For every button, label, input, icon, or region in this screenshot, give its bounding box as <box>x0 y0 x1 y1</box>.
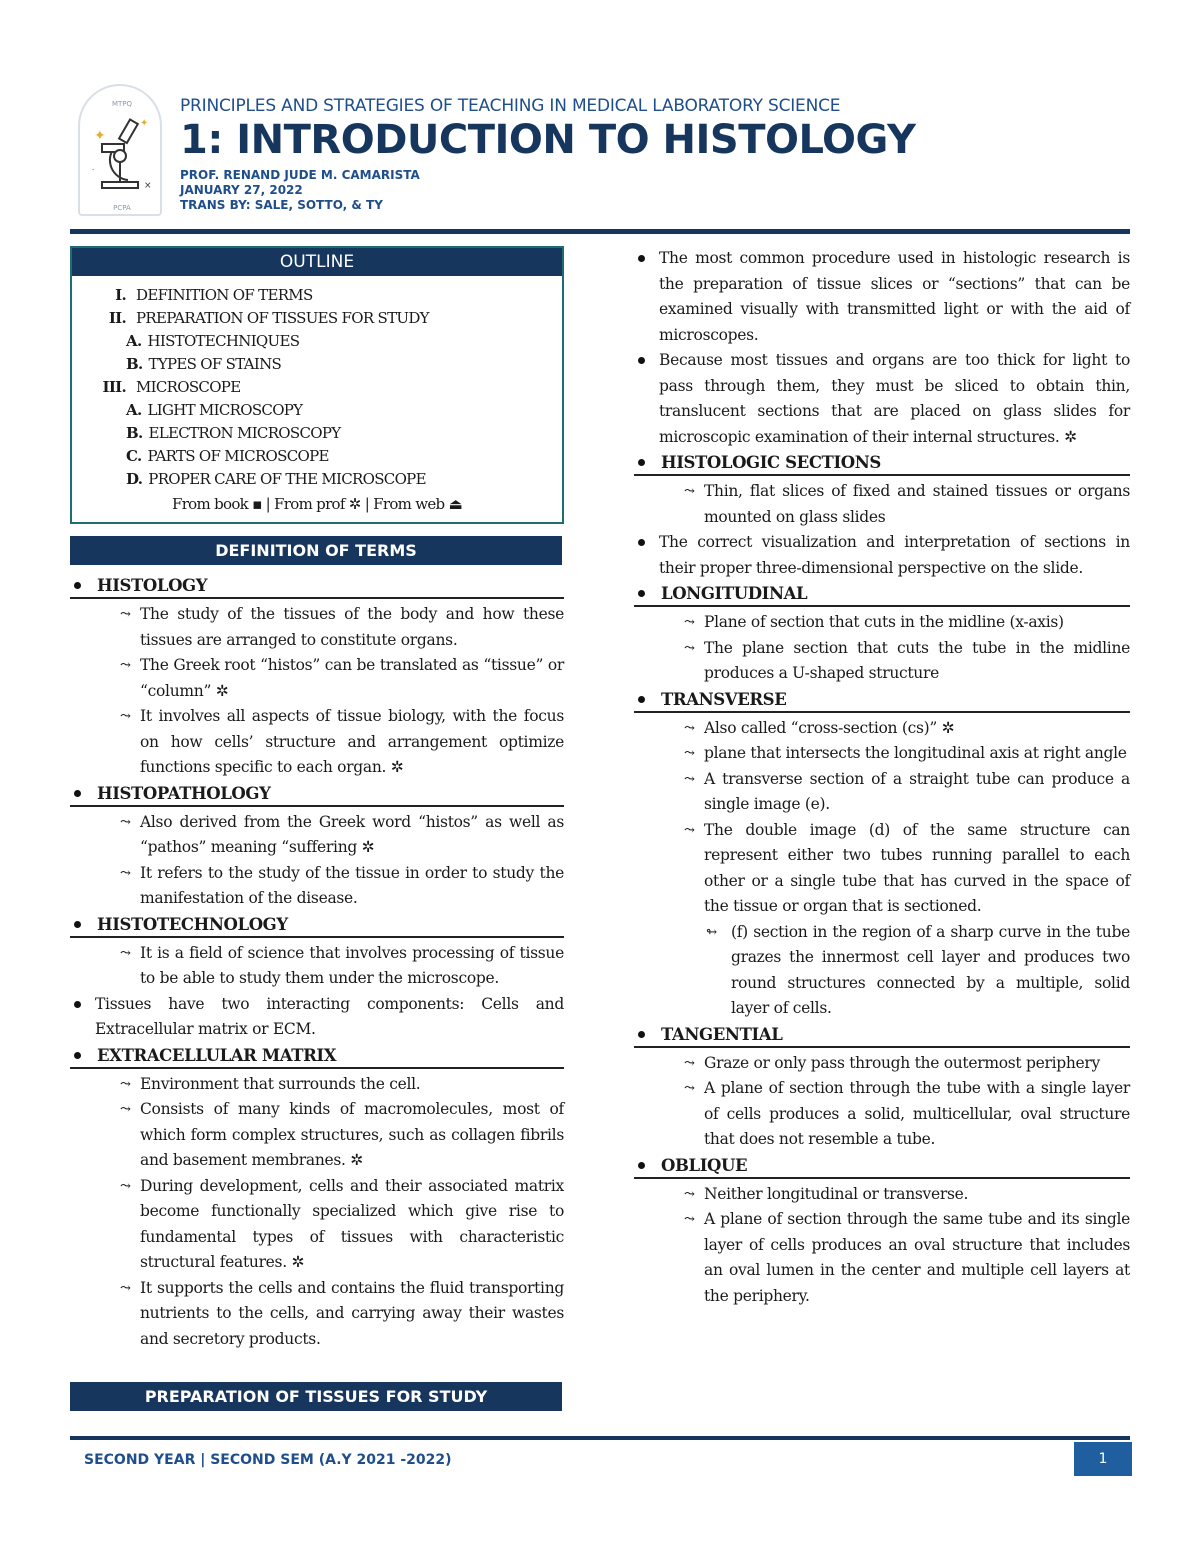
bullet-text: A plane of section through the tube with a single layer of cells produces a solid, multicellular, oval structure that does not resemble a tube. <box>704 1079 1130 1148</box>
outline-item-number: B. <box>126 424 143 442</box>
bullet-heading <box>70 573 564 599</box>
outline-item-label: PREPARATION OF TISSUES FOR STUDY <box>136 309 429 327</box>
bullet-icon <box>638 459 645 466</box>
section-heading-preparation: PREPARATION OF TISSUES FOR STUDY <box>70 1382 562 1411</box>
svg-text:✦: ✦ <box>94 128 106 144</box>
bullet-text: The study of the tissues of the body and how these tissues are arranged to constitute organs. <box>140 605 564 649</box>
bullet-text: The Greek root “histos” can be translated as “tissue” or “column” ✲ <box>140 656 564 700</box>
outline-item <box>82 376 552 399</box>
tilde-arrow-icon: ⤳ <box>684 771 695 787</box>
bullet-icon <box>74 1052 81 1059</box>
logo-bottom-text: PCPA <box>113 204 131 212</box>
outline-item-label: TYPES OF STAINS <box>148 355 282 373</box>
source-legend: From book ▪ | From prof ✲ | From web ⏏ <box>171 495 463 513</box>
tilde-arrow-icon: ⤳ <box>684 484 695 499</box>
footer-semester: SECOND YEAR | SECOND SEM (A.Y 2021 -2022) <box>84 1452 452 1468</box>
bullet-icon <box>638 357 645 364</box>
tilde-arrow-icon: ⤳ <box>120 1102 131 1117</box>
outline-box <box>70 246 564 524</box>
footer-divider <box>70 1436 1130 1440</box>
outline-title: OUTLINE <box>72 248 562 276</box>
section-heading-definition: DEFINITION OF TERMS <box>70 536 562 565</box>
bullet-text: Graze or only pass through the outermost periphery <box>704 1053 1100 1072</box>
bullet-icon <box>74 1001 81 1008</box>
bullet-heading <box>634 687 1130 713</box>
sub-bullet <box>634 818 1130 920</box>
bullet-heading <box>634 1022 1130 1048</box>
bullet-text: During development, cells and their associated matrix become functionally specialized which give rise to fundamental types of tissues with characteristic structural features. ✲ <box>140 1176 564 1271</box>
sub-bullet <box>70 1276 564 1353</box>
bullet-text: Also called “cross-section (cs)” ✲ <box>704 718 955 737</box>
tilde-arrow-icon: ⤳ <box>120 1280 131 1296</box>
tilde-arrow-icon: ⤳ <box>120 607 131 622</box>
sub-bullet <box>634 767 1130 818</box>
bullet-heading <box>634 450 1130 476</box>
logo-badge <box>78 84 162 216</box>
tilde-arrow-icon: ⤳ <box>684 1055 695 1071</box>
tilde-arrow-icon: ⤳ <box>120 1178 131 1194</box>
outline-item <box>82 284 552 307</box>
bullet-icon <box>638 1031 645 1038</box>
bullet-paragraph <box>634 348 1130 450</box>
bullet-text: The most common procedure used in histologic research is the preparation of tissue slices or “sections” that can be examined visually with transmitted light or with the aid of microscopes. <box>659 249 1130 344</box>
bullet-heading <box>634 1153 1130 1179</box>
outline-item-number: II. <box>108 309 126 327</box>
outline-item <box>82 399 552 422</box>
left-column <box>70 246 564 1411</box>
outline-item-number: D. <box>126 470 143 488</box>
bullet-heading <box>634 581 1130 607</box>
outline-item-number: A. <box>126 332 142 350</box>
sub-bullet <box>634 1182 1130 1208</box>
tilde-arrow-icon: ⤳ <box>684 615 695 630</box>
sub-bullet <box>634 1051 1130 1077</box>
curl-arrow-icon: ↬ <box>706 924 717 940</box>
tilde-arrow-icon: ⤳ <box>120 709 131 724</box>
bullet-heading <box>70 912 564 938</box>
outline-item <box>82 353 552 376</box>
page-title: 1: INTRODUCTION TO HISTOLOGY <box>180 117 916 163</box>
tilde-arrow-icon: ⤳ <box>684 720 695 736</box>
logo-top-text: MTPQ <box>111 100 133 108</box>
bullet-text: HISTOTECHNOLOGY <box>97 914 288 934</box>
sub-bullet <box>70 602 564 653</box>
outline-item-label: MICROSCOPE <box>136 378 241 396</box>
tilde-arrow-icon: ⤳ <box>684 1081 695 1096</box>
sub-bullet <box>70 653 564 704</box>
bullet-text: EXTRACELLULAR MATRIX <box>97 1045 337 1065</box>
sub-bullet <box>634 1207 1130 1309</box>
bullet-icon <box>638 696 645 703</box>
outline-item-number: A. <box>126 401 142 419</box>
bullet-text: Consists of many kinds of macromolecules, most of which form complex structures, such as collagen fibrils and basement membranes. ✲ <box>140 1100 564 1169</box>
bullet-text: Neither longitudinal or transverse. <box>704 1184 969 1203</box>
tilde-arrow-icon: ⤳ <box>120 945 131 961</box>
transcribers: TRANS BY: SALE, SOTTO, & TY <box>180 198 383 212</box>
sub-bullet <box>634 741 1130 767</box>
bullet-text: It involves all aspects of tissue biology, with the focus on how cells’ structure and arrangement optimize functions specific to each organ. ✲ <box>140 707 564 776</box>
outline-item <box>82 422 552 445</box>
outline-item-number: I. <box>115 286 126 304</box>
bullet-paragraph <box>70 992 564 1043</box>
definition-content <box>70 573 564 1352</box>
svg-text:✦: ✦ <box>140 118 149 129</box>
sub-bullet <box>70 1097 564 1174</box>
outline-item <box>82 445 552 468</box>
bullet-text: HISTOLOGIC SECTIONS <box>661 453 881 472</box>
sections-content <box>634 246 1130 1309</box>
outline-item-label: LIGHT MICROSCOPY <box>147 401 303 419</box>
sub-bullet <box>70 941 564 992</box>
bullet-text: Environment that surrounds the cell. <box>140 1074 421 1093</box>
bullet-text: Also derived from the Greek word “histos” as well as “pathos” meaning “suffering ✲ <box>140 812 564 856</box>
tilde-arrow-icon: ⤳ <box>684 1212 695 1227</box>
bullet-text: The double image (d) of the same structure can represent either two tubes running parallel to each other or a single tube that has curved in the space of the tissue or organ that is sectioned. <box>704 820 1130 915</box>
lecture-date: JANUARY 27, 2022 <box>180 183 303 197</box>
outline-item-label: PROPER CARE OF THE MICROSCOPE <box>148 470 426 488</box>
bullet-text: It refers to the study of the tissue in order to study the manifestation of the disease. <box>140 863 564 907</box>
outline-item <box>82 468 552 491</box>
svg-text:×: × <box>144 181 152 191</box>
bullet-text: TRANSVERSE <box>661 689 787 709</box>
bullet-heading <box>70 781 564 807</box>
outline-item-number: B. <box>126 355 143 373</box>
outline-item-label: DEFINITION OF TERMS <box>136 286 313 304</box>
sub-bullet <box>70 810 564 861</box>
sub-bullet <box>70 1174 564 1276</box>
professor-name: PROF. RENAND JUDE M. CAMARISTA <box>180 168 420 182</box>
sub-bullet <box>634 1076 1130 1153</box>
bullet-paragraph <box>634 530 1130 581</box>
bullet-heading <box>70 1043 564 1069</box>
outline-item-number: C. <box>126 447 142 465</box>
course-subject: PRINCIPLES AND STRATEGIES OF TEACHING IN MEDICAL LABORATORY SCIENCE <box>180 96 841 116</box>
bullet-icon <box>638 590 645 597</box>
page-number: 1 <box>1074 1442 1132 1476</box>
bullet-text: Tissues have two interacting components: Cells and Extracellular matrix or ECM. <box>95 994 564 1038</box>
bullet-text: (f) section in the region of a sharp curve in the tube grazes the innermost cell layer and produces two round structures connected by a multiple, solid layer of cells. <box>731 922 1130 1017</box>
bullet-text: HISTOPATHOLOGY <box>97 783 271 803</box>
bullet-text: A plane of section through the same tube and its single layer of cells produces an oval structure that includes an oval lumen in the center and multiple cell layers at the periphery. <box>704 1210 1130 1305</box>
tilde-arrow-icon: ⤳ <box>120 865 131 881</box>
tilde-arrow-icon: ⤳ <box>684 822 695 838</box>
bullet-text: LONGITUDINAL <box>661 584 808 603</box>
tilde-arrow-icon: ⤳ <box>684 640 695 656</box>
bullet-paragraph <box>634 246 1130 348</box>
bullet-text: HISTOLOGY <box>97 576 208 595</box>
bullet-text: A transverse section of a straight tube can produce a single image (e). <box>704 769 1130 813</box>
sub-bullet <box>70 1072 564 1098</box>
microscope-icon <box>80 86 164 218</box>
header-divider <box>70 229 1130 234</box>
tilde-arrow-icon: ⤳ <box>684 746 695 761</box>
bullet-text: Because most tissues and organs are too thick for light to pass through them, they must be sliced to obtain thin, translucent sections that are placed on glass slides for microscopic examination of their internal structures. ✲ <box>659 351 1130 446</box>
tilde-arrow-icon: ⤳ <box>120 658 131 673</box>
sub-sub-bullet <box>634 920 1130 1022</box>
sub-bullet <box>634 636 1130 687</box>
bullet-text: The plane section that cuts the tube in the midline produces a U-shaped structure <box>704 638 1130 682</box>
bullet-text: It is a field of science that involves processing of tissue to be able to study them under the microscope. <box>140 943 564 987</box>
outline-item <box>82 307 552 330</box>
tilde-arrow-icon: ⤳ <box>120 1076 131 1092</box>
right-column <box>634 246 1130 1309</box>
outline-item <box>82 330 552 353</box>
sub-bullet <box>634 479 1130 530</box>
bullet-icon <box>74 790 81 797</box>
outline-item-label: PARTS OF MICROSCOPE <box>147 447 329 465</box>
svg-text:·: · <box>92 166 95 174</box>
bullet-text: TANGENTIAL <box>661 1024 783 1044</box>
bullet-text: plane that intersects the longitudinal axis at right angle <box>704 744 1127 762</box>
outline-item-number: III. <box>102 378 126 396</box>
bullet-icon <box>74 921 81 928</box>
bullet-text: Plane of section that cuts in the midline (x-axis) <box>704 613 1064 631</box>
bullet-text: It supports the cells and contains the fluid transporting nutrients to the cells, and carrying away their wastes and secretory products. <box>140 1278 564 1348</box>
outline-item-label: HISTOTECHNIQUES <box>147 332 300 350</box>
sub-bullet <box>634 610 1130 636</box>
bullet-icon <box>638 1162 645 1169</box>
bullet-text: The correct visualization and interpretation of sections in their proper three-dimensional perspective on the slide. <box>659 533 1130 577</box>
bullet-text: Thin, flat slices of fixed and stained tissues or organs mounted on glass slides <box>704 482 1130 526</box>
sub-bullet <box>634 716 1130 742</box>
bullet-text: OBLIQUE <box>661 1155 748 1175</box>
bullet-icon <box>638 255 645 262</box>
sub-bullet <box>70 861 564 912</box>
tilde-arrow-icon: ⤳ <box>684 1186 695 1202</box>
bullet-icon <box>638 539 645 546</box>
outline-list <box>72 276 562 522</box>
tilde-arrow-icon: ⤳ <box>120 814 131 830</box>
bullet-icon <box>74 582 81 589</box>
outline-item-label: ELECTRON MICROSCOPY <box>148 424 341 442</box>
document-header <box>180 96 1080 213</box>
sub-bullet <box>70 704 564 781</box>
